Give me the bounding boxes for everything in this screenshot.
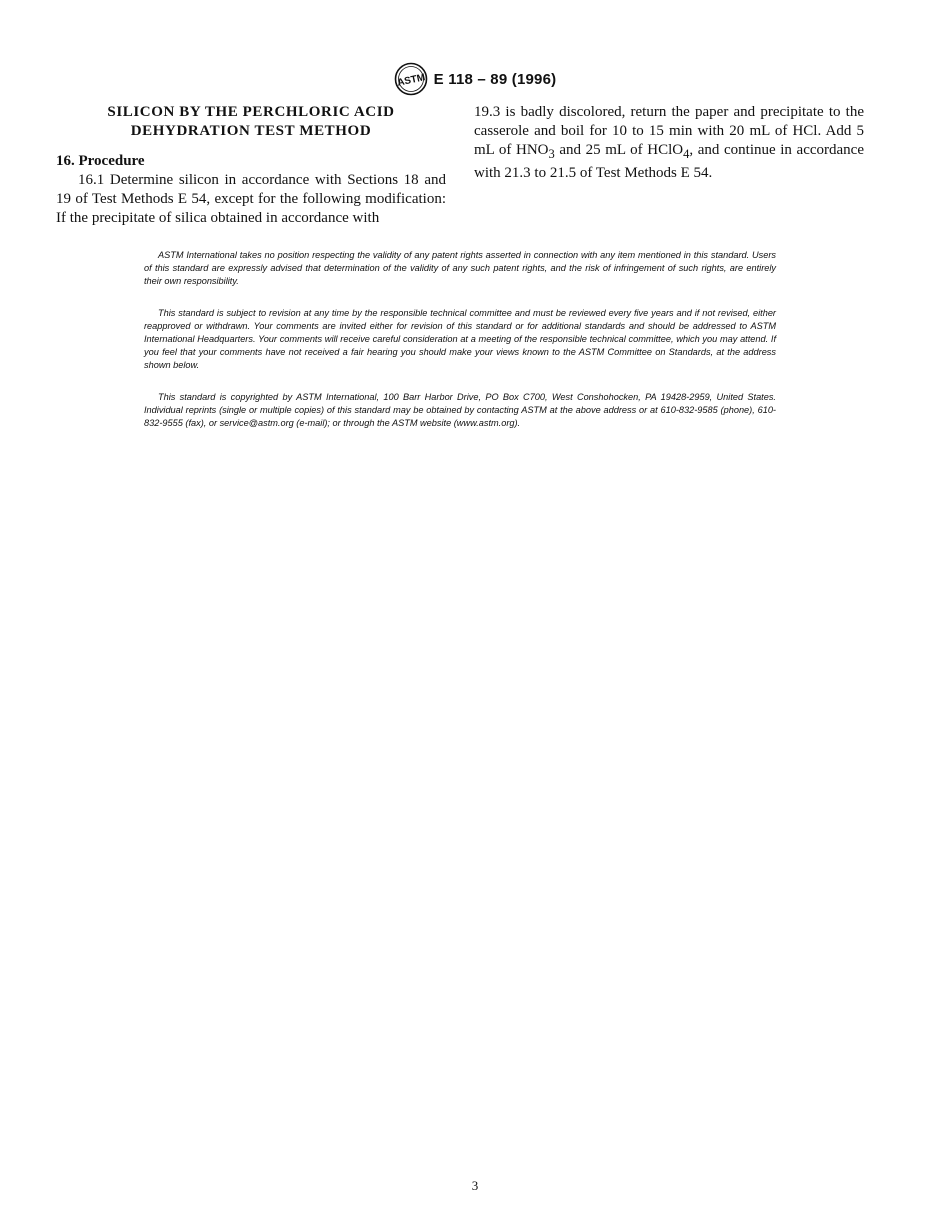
patent-notice <box>144 249 776 288</box>
subscript-3: 3 <box>548 147 555 161</box>
page-header <box>0 62 950 101</box>
revision-notice <box>144 307 776 372</box>
section-title-line2: DEHYDRATION TEST METHOD <box>130 123 372 139</box>
continued-text-2: and 25 mL of HClO <box>554 142 684 158</box>
continued-text-3: , and continue in accordance with 21.3 to 21.5 of Test Methods E 54. <box>474 142 864 181</box>
left-column <box>56 103 446 228</box>
logo-text: ASTM <box>395 72 426 89</box>
continued-text-1: 19.3 is badly discolored, return the paper and precipitate to the casserole and boil for 10 to 15 min with 20 mL of HCl. Add 5 mL of HNO <box>474 104 864 158</box>
patent-notice-text: ASTM International takes no position respecting the validity of any patent rights asserted in connection with any item mentioned in this standard. Users of this standard are expressly advised that determination of the validity of any such patent rights, and the risk of infringement of such rights, are entirely their own responsibility. <box>144 250 776 286</box>
astm-logo-icon <box>394 62 428 96</box>
right-column <box>474 103 864 183</box>
section-title-line1: SILICON BY THE PERCHLORIC ACID <box>107 104 395 120</box>
page-number: 3 <box>471 1178 479 1193</box>
procedure-paragraph-continued <box>474 103 864 183</box>
section-title <box>56 103 446 141</box>
standard-designation: E 118 – 89 (1996) <box>433 70 557 88</box>
copyright-notice <box>144 391 776 430</box>
procedure-paragraph: 16.1 Determine silicon in accordance with Sections 18 and 19 of Test Methods E 54, except for the following modification: If the precipitate of silica obtained in accordance with <box>56 172 446 226</box>
copyright-notice-text: This standard is copyrighted by ASTM International, 100 Barr Harbor Drive, PO Box C700, West Conshohocken, PA 19428-2959, United States. Individual reprints (single or multiple copies) of this standard may be obtained by contacting ASTM at the above address or at 610-832-9585 (phone), 610-832-9555 (fax), or service@astm.org (e-mail); or through the ASTM website (www.astm.org). <box>144 392 776 428</box>
procedure-heading: 16. Procedure <box>56 153 145 169</box>
revision-notice-text: This standard is subject to revision at any time by the responsible technical committee and must be reviewed every five years and if not revised, either reapproved or withdrawn. Your comments are invited either for revision of this standard or for additional standards and should be addressed to ASTM International Headquarters. Your comments will receive careful consideration at a meeting of the responsible technical committee, which you may attend. If you feel that your comments have not received a fair hearing you should make your views known to the ASTM Committee on Standards, at the address shown below. <box>144 308 776 370</box>
subscript-4: 4 <box>683 147 690 161</box>
